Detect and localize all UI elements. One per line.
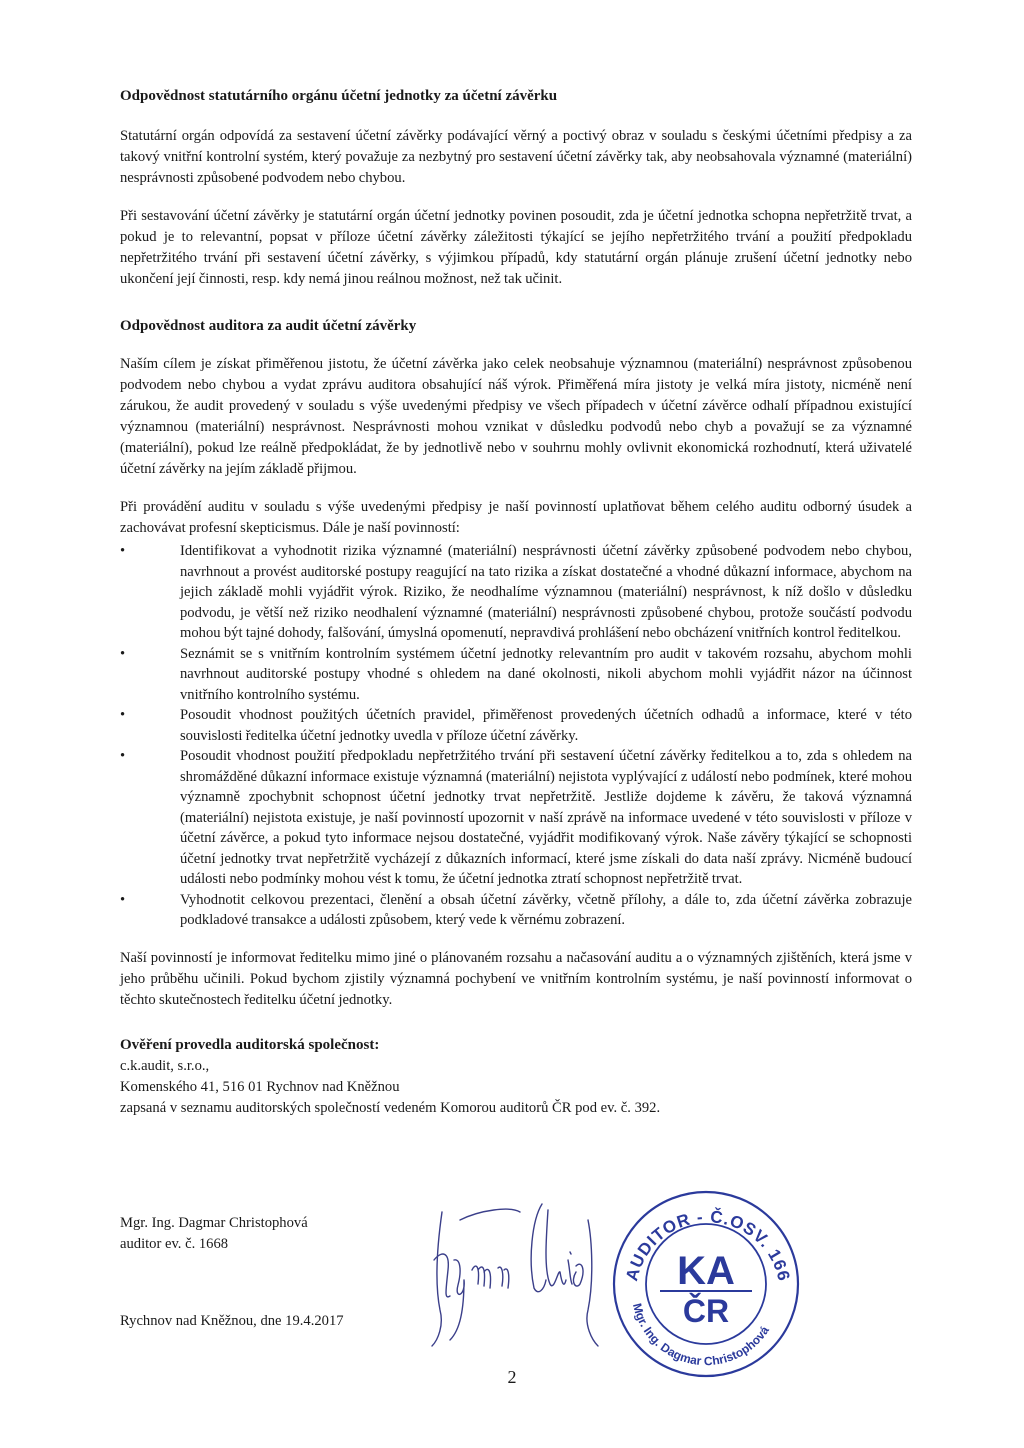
handwritten-signature (420, 1200, 610, 1355)
document-page (120, 86, 912, 1119)
paragraph: Naším cílem je získat přiměřenou jistotu, že účetní závěrka jako celek neobsahuje významnou (materiální) nesprávnost způsobenou podvodem nebo chybou a vydat zprávu auditora obsahující náš výrok. Přiměřená míra jistoty je velká míra jistoty, nicméně není zárukou, že audit provedený v souladu s výše uvedenými předpisy ve všech případech v účetní závěrce odhalí případnou existující významnou (materiální) nesprávnost. Nesprávnosti mohou vznikat v důsledku podvodů nebo chyb a považují se za významné (materiální), pokud lze reálně předpokládat, že by jednotlivě nebo v souhrnu mohly ovlivnit ekonomická rozhodnutí, která uživatelé účetní závěrky na jejím základě přijmou. (120, 356, 912, 477)
stamp-bottom-text: Mgr. Ing. Dagmar Christophová (630, 1301, 772, 1369)
list-item: • Posoudit vhodnost použitých účetních pravidel, přiměřenost provedených účetních odhadů a informace, které v této souvislosti ředitelka účetní jednotky uvedla v příloze účetní závěrky. (120, 707, 912, 744)
bullet-icon: • (120, 645, 126, 662)
duties-list (120, 541, 912, 931)
auditor-stamp (608, 1186, 804, 1387)
bullet-icon: • (120, 748, 126, 764)
section-statutory-responsibility (120, 86, 912, 290)
paragraph: Naší povinností je informovat ředitelku mimo jiné o plánovaném rozsahu a načasování auditu a o významných zjištěních, která jsme v jeho průběhu učinili. Pokud bychom zjistily významná pochybení ve vnitřním kontrolním systému, je naší povinností informovat o těchto skutečnostech ředitelku účetní jednotky. (120, 949, 912, 1008)
bullet-icon: • (120, 543, 126, 559)
section-heading: Odpovědnost statutárního orgánu účetní jednotky za účetní závěrku (120, 88, 558, 104)
section-heading: Odpovědnost auditora za audit účetní závěrky (120, 318, 417, 334)
list-item: • Vyhodnotit celkovou prezentaci, členění a obsah účetní závěrky, včetně přílohy, a dále to, zda účetní závěrka zobrazuje podkladové transakce a události způsobem, který vede k věrnému zobrazení. (120, 891, 912, 928)
verification-block (120, 1035, 912, 1119)
page-number: 2 (507, 1367, 517, 1387)
auditor-block (120, 1213, 308, 1255)
bullet-icon: • (120, 707, 126, 723)
stamp-center-bottom: ČR (682, 1293, 730, 1329)
verification-title: Ověření provedla auditorská společnost: (120, 1036, 380, 1053)
company-name: c.k.audit, s.r.o., (120, 1057, 210, 1074)
list-item: • Identifikovat a vyhodnotit rizika významné (materiální) nesprávnosti účetní závěrky způsobené podvodem nebo chybou, navrhnout a provést auditorské postupy reagující na tato rizika a získat dostatečné a vhodné důkazní informace, abychom na jejich základě mohli vyjádřit výrok. Riziko, že neodhalíme významnou (materiální) nesprávnost, k níž došlo v důsledku podvodu, je větší než riziko neodhalení významné (materiální) nesprávnosti způsobené chybou, protože součástí podvodu mohou být tajné dohody, falšování, úmyslná opomenutí, nepravdivá prohlášení nebo obcházení vnitřních kontrol ředitelkou. (120, 543, 912, 641)
stamp-center-top: KA (677, 1249, 735, 1293)
place-and-date: Rychnov nad Kněžnou, dne 19.4.2017 (120, 1313, 344, 1329)
list-item: • Seznámit se s vnitřním kontrolním systémem účetní jednotky relevantním pro audit v takovém rozsahu, abychom mohli navrhnout auditorské postupy vhodné s ohledem na dané okolnosti, nikoli abychom mohli vyjádřit názor na účinnost vnitřního kontrolního systému. (120, 645, 912, 703)
paragraph: Při provádění auditu v souladu s výše uvedenými předpisy je naší povinností uplatňovat během celého auditu odborný úsudek a zachovávat profesní skepticismus. Dále je naší povinností: (120, 499, 912, 536)
company-registry: zapsaná v seznamu auditorských společností vedeném Komorou auditorů ČR pod ev. č. 392. (120, 1099, 661, 1116)
list-item: • Posoudit vhodnost použití předpokladu nepřetržitého trvání při sestavení účetní závěrky ředitelkou a to, zda s ohledem na shromážděné důkazní informace existuje významná (materiální) nejistota vyplývající z událostí nebo podmínek, které mohou významně zpochybnit schopnost účetní jednotky trvat nepřetržitě. Jestliže dojdeme k závěru, že taková významná (materiální) nejistota existuje, je naší povinností upozornit v naší zprávě na informace uvedené v této souvislosti v příloze v účetní závěrce, a pokud tyto informace nejsou dostatečné, vyjádřit modifikovaný výrok. Naše závěry týkající se schopnosti účetní jednotky trvat nepřetržitě vycházejí z důkazních informací, které jsme získali do data naší zprávy. Nicméně budoucí události nebo podmínky mohou vést k tomu, že účetní jednotka ztratí schopnost nepřetržitě trvat. (120, 748, 912, 887)
auditor-name: Mgr. Ing. Dagmar Christophová (120, 1215, 308, 1231)
auditor-registration: auditor ev. č. 1668 (120, 1236, 229, 1252)
signature-strokes (432, 1204, 598, 1346)
paragraph: Statutární orgán odpovídá za sestavení účetní závěrky podávající věrný a poctivý obraz v souladu s českými účetními předpisy a za takový vnitřní kontrolní systém, který považuje za nezbytný pro sestavení účetní závěrky tak, aby neobsahovala významné (materiální) nesprávnosti způsobené podvodem nebo chybou. (120, 128, 912, 186)
stamp-top-text: AUDITOR - Č.OSV. 166 (622, 1207, 794, 1284)
company-address: Komenského 41, 516 01 Rychnov nad Kněžnou (120, 1078, 400, 1095)
section-auditor-responsibility (120, 316, 912, 1011)
bullet-icon: • (120, 891, 126, 908)
paragraph: Při sestavování účetní závěrky je statutární orgán účetní jednotky povinen posoudit, zda je účetní jednotka schopna nepřetržitě trvat, a pokud je to relevantní, popsat v příloze účetní závěrky záležitosti týkající se jejího nepřetržitého trvání a použití předpokladu nepřetržitého trvání při sestavení účetní závěrky, s výjimkou případů, kdy statutární orgán plánuje zrušení účetní jednotky nebo ukončení její činnosti, resp. kdy nemá jinou reálnou možnost, než tak učinit. (120, 208, 912, 287)
